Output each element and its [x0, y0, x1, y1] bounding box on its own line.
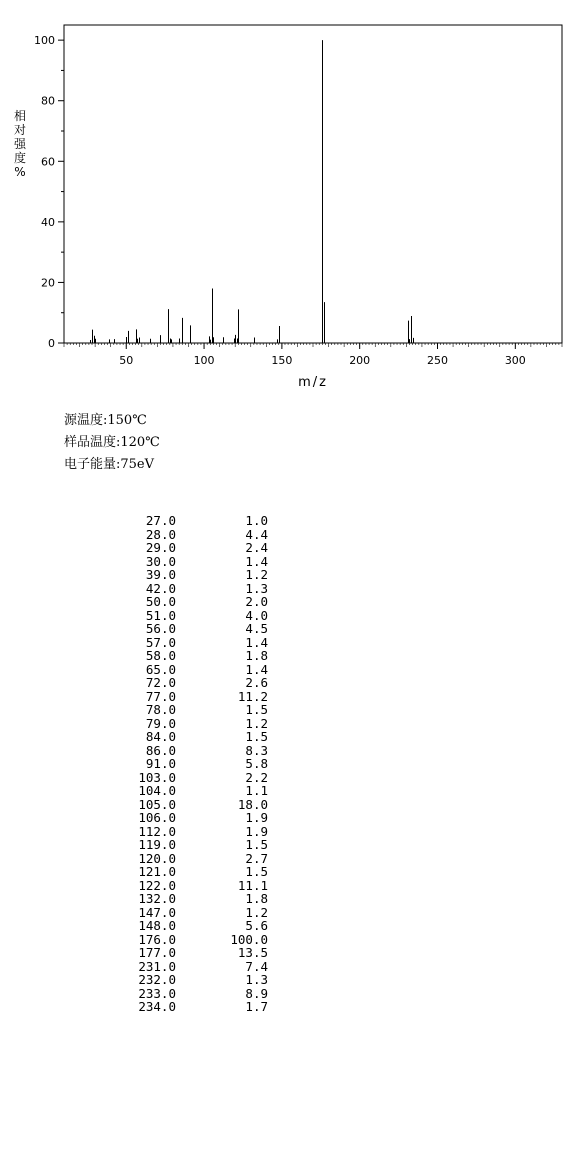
table-row	[112, 757, 268, 771]
table-row	[112, 555, 268, 569]
table-row	[112, 730, 268, 744]
abundance-value: 1.5	[245, 837, 268, 852]
mz-value: 30.0	[145, 553, 176, 569]
x-tick-label: 150	[271, 354, 293, 367]
mz-value: 132.0	[138, 891, 176, 906]
mz-value: 57.0	[145, 634, 176, 650]
mz-value: 148.0	[138, 918, 176, 933]
table-row	[112, 865, 268, 879]
table-row	[112, 852, 268, 866]
table-row	[112, 690, 268, 704]
y-tick-label: 40	[41, 215, 55, 229]
mz-value: 112.0	[138, 823, 176, 839]
mz-value: 84.0	[145, 729, 176, 744]
mz-value: 86.0	[145, 742, 176, 758]
y-tick-label: 100	[34, 34, 55, 48]
table-row	[112, 663, 268, 677]
abundance-value: 2.2	[245, 769, 268, 785]
mz-value: 56.0	[145, 621, 176, 636]
abundance-value: 2.0	[245, 594, 268, 609]
x-tick-label: 50	[119, 354, 134, 367]
mz-value: 176.0	[138, 931, 176, 947]
mz-value: 120.0	[138, 850, 176, 866]
table-row	[112, 528, 268, 542]
x-tick-label: 250	[427, 354, 448, 367]
table-row	[112, 636, 268, 650]
table-row	[112, 798, 268, 812]
x-tick-label: 200	[349, 354, 371, 367]
mz-value: 27.0	[145, 513, 176, 528]
mz-value: 78.0	[145, 702, 176, 717]
abundance-value: 1.4	[245, 634, 268, 650]
mz-value: 42.0	[145, 580, 176, 596]
table-row	[112, 960, 268, 974]
table-row	[112, 609, 268, 623]
mz-value: 233.0	[138, 985, 176, 1001]
mz-value: 65.0	[145, 661, 176, 677]
mz-value: 29.0	[145, 540, 176, 555]
mz-value: 91.0	[145, 756, 176, 771]
x-axis	[119, 343, 526, 367]
peak-table	[112, 514, 268, 1014]
mz-value: 39.0	[145, 567, 176, 582]
table-row	[112, 649, 268, 663]
abundance-value: 18.0	[237, 796, 268, 812]
abundance-value: 11.1	[237, 877, 268, 893]
instrument-conditions	[64, 410, 160, 476]
abundance-value: 1.5	[245, 729, 268, 744]
electron-energy: 电子能量:75eV	[64, 457, 155, 472]
abundance-value: 1.2	[245, 715, 268, 731]
abundance-value: 1.5	[245, 864, 268, 879]
mz-value: 231.0	[138, 958, 176, 974]
y-axis	[34, 34, 64, 350]
table-row	[112, 906, 268, 920]
abundance-value: 7.4	[245, 958, 268, 974]
mz-value: 79.0	[145, 715, 176, 731]
table-row	[112, 622, 268, 636]
table-row	[112, 582, 268, 596]
mz-value: 232.0	[138, 972, 176, 987]
abundance-value: 5.6	[245, 918, 268, 933]
abundance-value: 2.7	[245, 850, 268, 866]
y-axis-label: 相对强度%	[13, 109, 27, 179]
abundance-value: 4.4	[245, 526, 268, 542]
mz-value: 177.0	[138, 945, 176, 960]
table-row	[112, 946, 268, 960]
abundance-value: 1.2	[245, 567, 268, 582]
mz-value: 121.0	[138, 864, 176, 879]
minor-ticks	[64, 343, 562, 347]
peak-lines	[91, 40, 414, 343]
table-row	[112, 703, 268, 717]
abundance-value: 1.0	[245, 513, 268, 528]
abundance-value: 100.0	[230, 931, 268, 947]
table-row	[112, 1000, 268, 1014]
abundance-value: 1.7	[245, 999, 268, 1014]
abundance-value: 1.3	[245, 580, 268, 596]
table-row	[112, 811, 268, 825]
abundance-value: 2.4	[245, 540, 268, 555]
abundance-value: 1.9	[245, 810, 268, 825]
abundance-value: 1.9	[245, 823, 268, 839]
mz-value: 106.0	[138, 810, 176, 825]
abundance-value: 2.6	[245, 675, 268, 690]
mz-value: 103.0	[138, 769, 176, 785]
abundance-value: 8.9	[245, 985, 268, 1001]
x-tick-label: 300	[504, 354, 526, 367]
abundance-value: 1.4	[245, 553, 268, 569]
table-row	[112, 933, 268, 947]
abundance-value: 13.5	[237, 945, 268, 960]
abundance-value: 1.2	[245, 904, 268, 920]
mz-value: 77.0	[145, 688, 176, 704]
mz-value: 104.0	[138, 783, 176, 798]
table-row	[112, 717, 268, 731]
mz-value: 50.0	[145, 594, 176, 609]
table-row	[112, 514, 268, 528]
mz-value: 119.0	[138, 837, 176, 852]
abundance-value: 5.8	[245, 756, 268, 771]
table-row	[112, 568, 268, 582]
abundance-value: 1.8	[245, 891, 268, 906]
y-tick-label: 20	[41, 276, 55, 290]
abundance-value: 1.4	[245, 661, 268, 677]
x-tick-label: 100	[193, 354, 215, 367]
abundance-value: 4.5	[245, 621, 268, 636]
sample-temperature: 样品温度:120℃	[64, 435, 160, 450]
table-row	[112, 987, 268, 1001]
x-axis-label: m/z	[298, 375, 328, 390]
table-row	[112, 784, 268, 798]
mz-value: 28.0	[145, 526, 176, 542]
table-row	[112, 825, 268, 839]
abundance-value: 11.2	[237, 688, 268, 704]
abundance-value: 1.3	[245, 972, 268, 987]
mass-spectrum-chart	[0, 0, 570, 400]
y-tick-label: 60	[41, 155, 55, 169]
table-row	[112, 541, 268, 555]
table-row	[112, 744, 268, 758]
mz-value: 147.0	[138, 904, 176, 920]
source-temperature: 源温度:150℃	[64, 413, 147, 428]
mz-value: 105.0	[138, 796, 176, 812]
abundance-value: 8.3	[245, 742, 268, 758]
plot-frame	[64, 25, 562, 343]
mz-value: 51.0	[145, 607, 176, 623]
table-row	[112, 838, 268, 852]
mz-value: 72.0	[145, 675, 176, 690]
y-tick-label: 0	[48, 337, 55, 350]
abundance-value: 1.1	[245, 783, 268, 798]
abundance-value: 1.5	[245, 702, 268, 717]
table-row	[112, 892, 268, 906]
mz-value: 122.0	[138, 877, 176, 893]
abundance-value: 1.8	[245, 648, 268, 663]
table-row	[112, 676, 268, 690]
table-row	[112, 973, 268, 987]
table-row	[112, 771, 268, 785]
table-row	[112, 595, 268, 609]
abundance-value: 4.0	[245, 607, 268, 623]
table-row	[112, 919, 268, 933]
table-row	[112, 879, 268, 893]
y-tick-label: 80	[41, 94, 55, 108]
mz-value: 58.0	[145, 648, 176, 663]
mz-value: 234.0	[138, 999, 176, 1014]
